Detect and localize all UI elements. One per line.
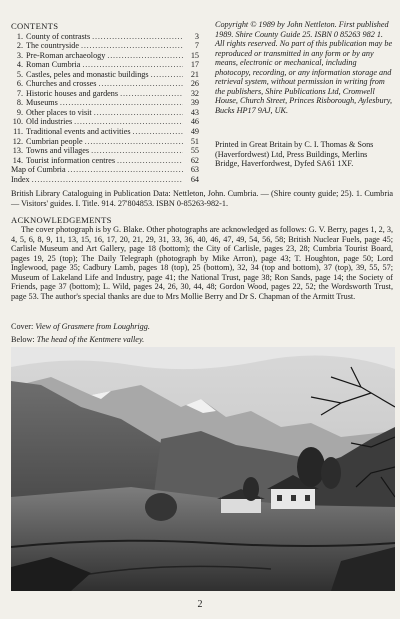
contents-entry (11, 60, 199, 70)
contents-entry (11, 79, 199, 89)
contents-entry-page: 43 (190, 107, 199, 117)
contents-entry-number: 14. (12, 155, 23, 165)
contents-entry-number: 12. (12, 136, 23, 146)
contents-entry-title: Index (11, 174, 30, 184)
below-caption-line (11, 335, 144, 344)
dot-leader (133, 127, 183, 137)
contents-section (11, 22, 199, 184)
contents-entry-page: 15 (190, 50, 199, 60)
contents-entry-number: 2. (16, 41, 23, 51)
contents-entry (11, 127, 199, 137)
cover-caption-line (11, 322, 150, 331)
contents-entry-title: Roman Cumbria (26, 60, 81, 70)
dot-leader (99, 79, 184, 89)
contents-entry-number: 6. (16, 79, 23, 89)
contents-entry-page: 21 (190, 69, 199, 79)
copyright-notice: Copyright © 1989 by John Nettleton. First published 1989. Shire County Guide 25. ISBN 0 85263 982 1. All rights reserved. No part of this publication may be reproduced or transmitted in any form or by any means, electronic or mechanical, including photocopy, recording, or any information storage and retrieval system, without permission in writing from the publishers, Shire Publications Ltd, Cromwell House, Church Street, Princes Risborough, Aylesbury, Bucks HP17 9AJ, UK. (215, 20, 393, 115)
contents-list (11, 32, 199, 185)
dot-leader (91, 146, 183, 156)
contents-entry-title: Historic houses and gardens (26, 88, 119, 98)
printer-notice: Printed in Great Britain by C. I. Thomas & Sons (Haverfordwest) Ltd, Press Buildings, Merlins Bridge, Haverfordwest, Dyfed SA61 1XF. (215, 140, 374, 168)
dot-leader (74, 117, 183, 127)
contents-entry-title: Cumbrian people (26, 136, 83, 146)
contents-entry-title: Towns and villages (26, 146, 90, 156)
contents-entry-title: Castles, peles and monastic buildings (26, 69, 149, 79)
dot-leader (92, 32, 183, 42)
contents-entry-page: 3 (194, 31, 199, 41)
landscape-image (11, 347, 395, 591)
contents-entry-number: 7. (16, 88, 23, 98)
dot-leader (82, 60, 183, 70)
kentmere-valley-photo (11, 347, 395, 591)
contents-entry-page: 7 (194, 41, 199, 51)
contents-entry-title: Churches and crosses (26, 79, 97, 89)
contents-entry (11, 41, 199, 51)
contents-entry-number: 3. (16, 50, 23, 60)
dot-leader (85, 137, 183, 147)
contents-entry (11, 165, 199, 175)
dot-leader (60, 98, 183, 108)
contents-entry (11, 146, 199, 156)
contents-entry-page: 26 (190, 79, 199, 89)
contents-entry-page: 51 (190, 136, 199, 146)
contents-entry-number: 1. (16, 31, 23, 41)
acknowledgements-body: The cover photograph is by G. Blake. Other photographs are acknowledged as follows: G. V. Berry, pages 1, 2, 3, 4, 5, 6, 8, 9, 11, 13, 15, 16, 17, 20, 21, 29, 31, 33, 36, 40, 46, 47, 49, 54, 56, 58; British Nuclear Fuels, page 45; Carlisle Museum and Art Gallery, page 18 (bottom); the City of Carlisle, pages 23, 28; Cumbria Tourist Board, pages 19, 25 (top); The Daily Telegraph (photograph by Mike Arron), page 43; T. Houghton, page 50; Lord Inglewood, page 35; Cadbury Lamb, pages 18 (top), 25 (bottom), 32, 34 (top and bottom), 37 (top), 39, 55, 57; Museum of Lakeland Life and Industry, page 41; the National Trust, page 38; Ron Sands, page 14; the Society of Friends, page 37 (bottom); L. Wild, pages 24, 26, 30, 44, 48; Gordon Wood, pages 22, 52; the Wordsworth Trust, page 53. The author's special thanks are due to Mrs Mollie Berry and Dr S. Chapman of the Armitt Trust. (11, 225, 393, 301)
contents-entry-number: 13. (12, 146, 23, 156)
contents-entry-title: Map of Cumbria (11, 165, 66, 175)
contents-entry-page: 49 (190, 127, 199, 137)
contents-entry (11, 156, 199, 166)
contents-entry-page: 39 (190, 98, 199, 108)
contents-entry-page: 55 (190, 146, 199, 156)
cover-label: Cover: (11, 322, 34, 331)
dot-leader (94, 108, 183, 118)
contents-entry-page: 64 (190, 174, 199, 184)
contents-entry (11, 108, 199, 118)
contents-entry-title: Museums (26, 98, 58, 108)
contents-entry-title: County of contrasts (26, 31, 91, 41)
contents-entry-title: Tourist information centres (26, 155, 116, 165)
contents-entry (11, 32, 199, 42)
dot-leader (117, 156, 183, 166)
cover-caption: View of Grasmere from Loughrigg. (35, 322, 150, 331)
contents-entry-number: 5. (16, 69, 23, 79)
cataloguing-data: British Library Cataloguing in Publication Data: Nettleton, John. Cumbria. — (Shire county guide; 25). 1. Cumbria — Visitors' guides. I. Title. 914. 27'804853. ISBN 0-85263-982-1. (11, 189, 393, 208)
contents-entry (11, 137, 199, 147)
contents-entry-number: 9. (16, 107, 23, 117)
contents-entry-page: 63 (190, 165, 199, 175)
dot-leader (107, 51, 183, 61)
contents-entry (11, 98, 199, 108)
contents-entry-number: 11. (13, 127, 23, 137)
contents-entry (11, 117, 199, 127)
acknowledgements-title: ACKNOWLEDGEMENTS (11, 215, 112, 225)
contents-entry-number: 8. (16, 98, 23, 108)
contents-entry-number: 10. (12, 117, 23, 127)
contents-entry (11, 175, 199, 185)
dot-leader (120, 89, 183, 99)
dot-leader (32, 175, 183, 185)
contents-entry-page: 32 (190, 88, 199, 98)
dot-leader (81, 41, 183, 51)
contents-entry-number: 4. (16, 60, 23, 70)
contents-entry-page: 17 (190, 60, 199, 70)
contents-entry-page: 62 (190, 155, 199, 165)
contents-entry-title: Traditional events and activities (26, 127, 131, 137)
contents-entry-title: Other places to visit (26, 107, 92, 117)
below-label: Below: (11, 335, 35, 344)
contents-entry-title: Pre-Roman archaeology (26, 50, 106, 60)
contents-entry (11, 89, 199, 99)
dot-leader (68, 165, 183, 175)
contents-title: CONTENTS (11, 21, 59, 31)
below-caption: The head of the Kentmere valley. (36, 335, 145, 344)
contents-entry (11, 70, 199, 80)
page-number: 2 (197, 599, 203, 610)
contents-entry (11, 51, 199, 61)
contents-entry-page: 46 (190, 117, 199, 127)
contents-entry-title: The countryside (26, 41, 79, 51)
contents-entry-title: Old industries (26, 117, 73, 127)
dot-leader (151, 70, 183, 80)
